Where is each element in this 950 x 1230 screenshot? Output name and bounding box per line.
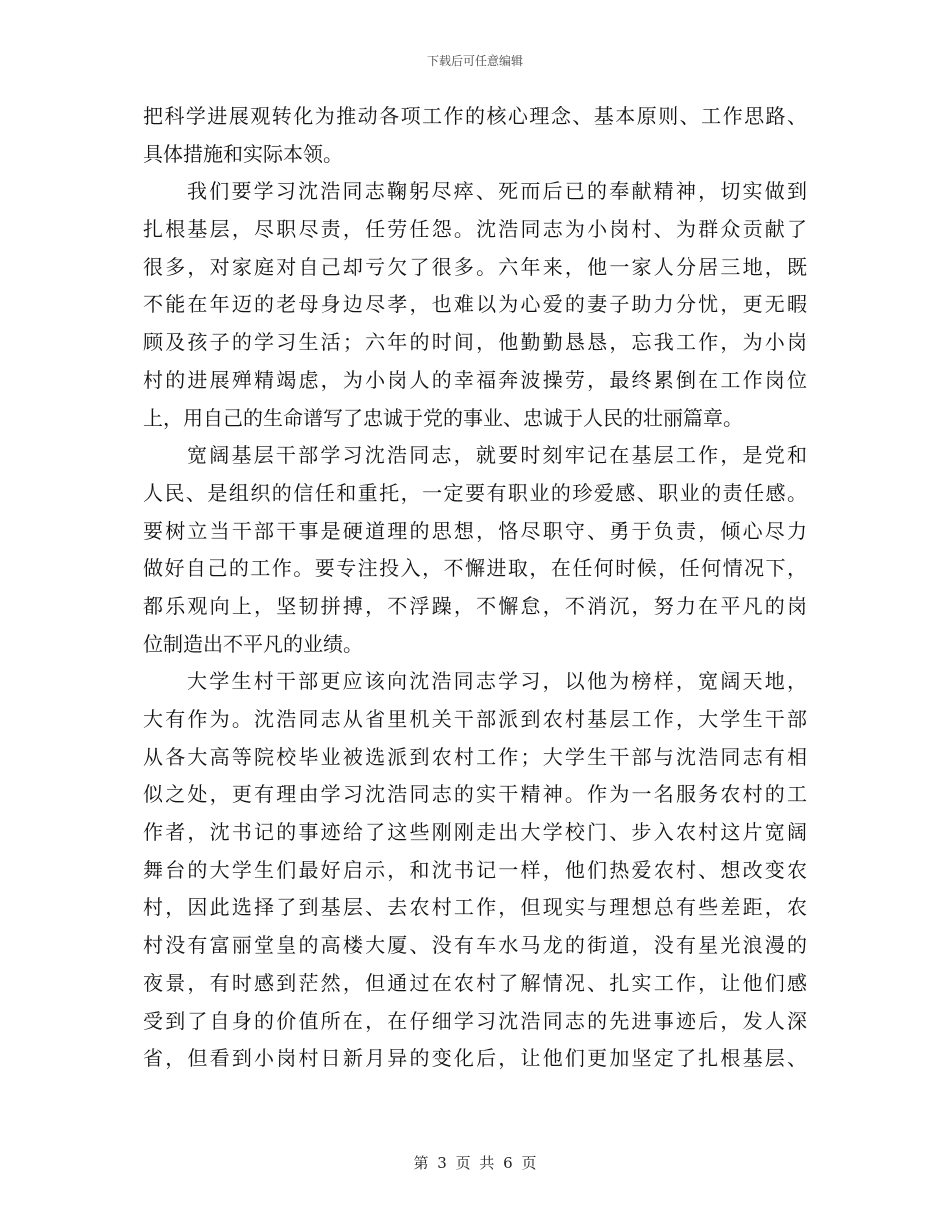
paragraph (143, 663, 807, 1078)
text-line: 村，因此选择了到基层、去农村工作，但现实与理想总有些差距，农 (143, 895, 807, 920)
text-line: 舞台的大学生们最好启示，和沈书记一样，他们热爱农村、想改变农 (143, 857, 807, 882)
text-line: 村的进展殚精竭虑，为小岗人的幸福奔波操劳，最终累倒在工作岗位 (143, 367, 807, 392)
text-line: 不能在年迈的老母身边尽孝，也难以为心爱的妻子助力分忧，更无暇 (143, 292, 807, 317)
text-line: 很多，对家庭对自己却亏欠了很多。六年来，他一家人分居三地，既 (143, 254, 807, 279)
paragraph (143, 173, 807, 437)
text-line: 顾及孩子的学习生活；六年的时间，他勤勤恳恳，忘我工作，为小岗 (143, 330, 807, 355)
text-line: 从各大高等院校毕业被选派到农村工作；大学生干部与沈浩同志有相 (143, 744, 807, 769)
text-line: 扎根基层，尽职尽责，任劳任怨。沈浩同志为小岗村、为群众贡献了 (143, 217, 807, 242)
text-line: 具体措施和实际本领。 (143, 141, 343, 166)
paragraph (143, 98, 807, 173)
document-body (143, 98, 807, 1078)
text-line: 人民、是组织的信任和重托，一定要有职业的珍爱感、职业的责任感。 (143, 480, 807, 505)
text-line: 作者，沈书记的事迹给了这些刚刚走出大学校门、步入农村这片宽阔 (143, 820, 807, 845)
text-line: 似之处，更有理由学习沈浩同志的实干精神。作为一名服务农村的工 (143, 782, 807, 807)
text-line: 把科学进展观转化为推动各项工作的核心理念、基本原则、工作思路、 (143, 104, 807, 128)
text-line: 都乐观向上，坚韧拼搏，不浮躁，不懈怠，不消沉，努力在平凡的岗 (143, 593, 807, 618)
text-line: 夜景，有时感到茫然，但通过在农村了解情况、扎实工作，让他们感 (143, 970, 807, 995)
text-line: 大学生村干部更应该向沈浩同志学习，以他为榜样，宽阔天地， (187, 669, 807, 694)
page-header: 下载后可任意编辑 (426, 54, 523, 68)
text-line: 做好自己的工作。要专注投入，不懈进取，在任何时候，任何情况下， (143, 556, 807, 581)
text-line: 要树立当干部干事是硬道理的思想，恪尽职守、勇于负责，倾心尽力 (143, 518, 807, 543)
text-line: 位制造出不平凡的业绩。 (143, 631, 363, 656)
text-line: 大有作为。沈浩同志从省里机关干部派到农村基层工作，大学生干部 (143, 707, 807, 731)
text-line: 我们要学习沈浩同志鞠躬尽瘁、死而后已的奉献精神，切实做到 (187, 179, 807, 204)
paragraph (143, 437, 807, 663)
text-line: 村没有富丽堂皇的高楼大厦、没有车水马龙的街道，没有星光浪漫的 (143, 933, 807, 958)
text-line: 宽阔基层干部学习沈浩同志，就要时刻牢记在基层工作，是党和 (187, 443, 807, 468)
text-line: 上，用自己的生命谱写了忠诚于党的事业、忠诚于人民的壮丽篇章。 (143, 405, 743, 430)
text-line: 受到了自身的价值所在，在仔细学习沈浩同志的先进事迹后，发人深 (143, 1008, 807, 1033)
text-line: 省，但看到小岗村日新月异的变化后，让他们更加坚定了扎根基层、 (143, 1046, 807, 1071)
page-number: 第 3 页 共 6 页 (413, 1154, 537, 1172)
